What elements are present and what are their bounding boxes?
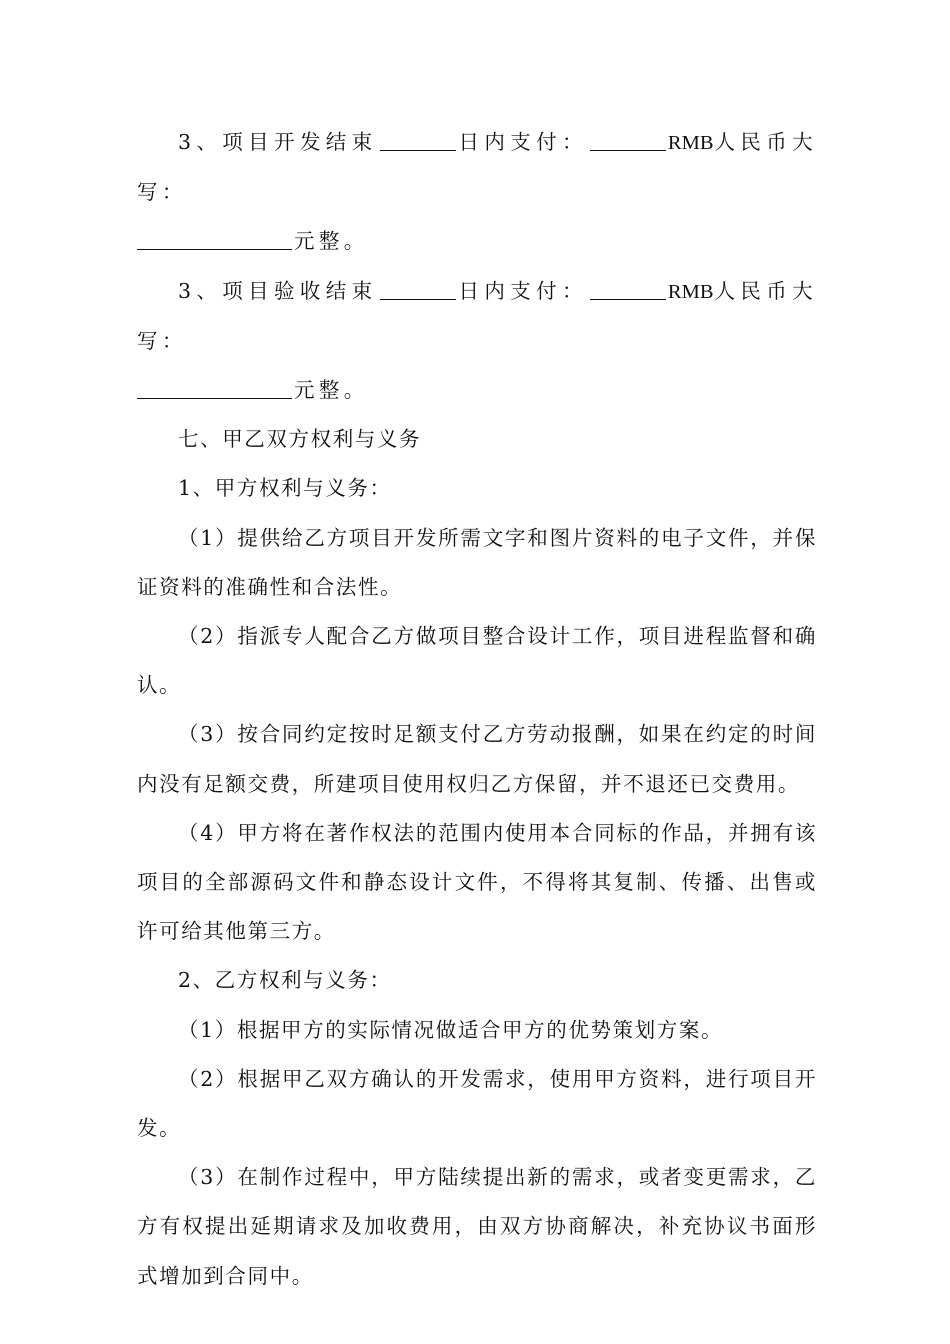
party-a-item: （2）指派专人配合乙方做项目整合设计工作，项目进程监督和确认。 bbox=[137, 624, 817, 698]
party-b-item: （1）根据甲方的实际情况做适合甲方的优势策划方案。 bbox=[178, 1017, 724, 1042]
clause-suffix: 人民币大写： bbox=[137, 278, 818, 353]
amount-blank bbox=[590, 279, 666, 300]
party-a-item: （4）甲方将在著作权法的范围内使用本合同标的作品，并拥有该项目的全部源码文件和静态设计文件，不得将其复制、传播、出售或许可给其他第三方。 bbox=[137, 820, 817, 944]
clause-mid: 日内支付： bbox=[457, 130, 588, 154]
clause-mid: 日内支付： bbox=[457, 278, 588, 303]
clause-end: 元整。 bbox=[294, 229, 369, 254]
days-blank bbox=[380, 279, 456, 300]
clause-prefix: 3、项目开发结束 bbox=[178, 130, 378, 154]
payment-clause-dev-end bbox=[137, 118, 817, 267]
party-a-heading: 1、甲方权利与义务： bbox=[178, 476, 392, 501]
days-blank bbox=[380, 130, 456, 151]
currency-code: RMB bbox=[667, 280, 714, 303]
clause-prefix: 3、项目验收结束 bbox=[178, 278, 378, 303]
currency-code: RMB bbox=[667, 132, 714, 154]
amount-words-blank bbox=[137, 378, 292, 399]
party-b-item: （2）根据甲乙双方确认的开发需求，使用甲方资料，进行项目开发。 bbox=[137, 1066, 817, 1141]
amount-words-blank bbox=[137, 229, 292, 250]
section-heading: 七、甲乙双方权利与义务 bbox=[178, 427, 422, 452]
party-b-item: （3）在制作过程中，甲方陆续提出新的需求，或者变更需求，乙方有权提出延期请求及加收费用，由双方协商解决，补充协议书面形式增加到合同中。 bbox=[137, 1165, 817, 1288]
amount-blank bbox=[590, 130, 666, 151]
clause-end: 元整。 bbox=[294, 378, 369, 403]
payment-clause-acceptance-end bbox=[137, 267, 817, 416]
party-b-heading: 2、乙方权利与义务： bbox=[178, 968, 392, 993]
party-a-item: （3）按合同约定按时足额支付乙方劳动报酬，如果在约定的时间内没有足额交费，所建项目使用权归乙方保留，并不退还已交费用。 bbox=[137, 722, 817, 796]
party-a-item: （1）提供给乙方项目开发所需文字和图片资料的电子文件，并保证资料的准确性和合法性。 bbox=[137, 525, 817, 599]
document-body bbox=[137, 118, 817, 1301]
clause-suffix: 人民币大写： bbox=[137, 130, 818, 205]
